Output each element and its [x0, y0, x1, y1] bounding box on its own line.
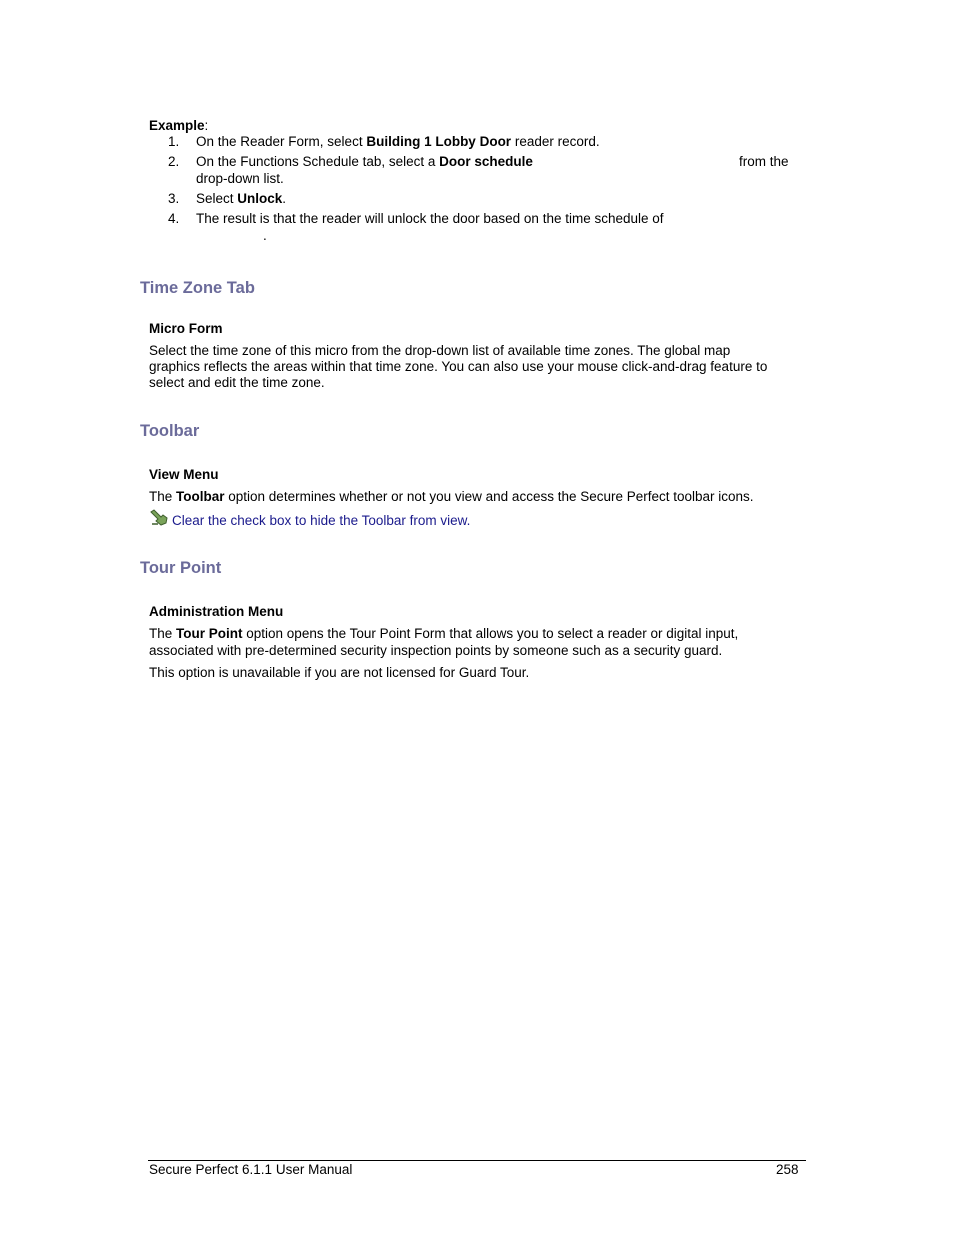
step-4-text: The result is that the reader will unlock the door based on the time schedule of	[196, 211, 664, 226]
step-3-pre: Select	[196, 191, 238, 206]
step-4-line2: .	[263, 228, 267, 243]
example-label	[149, 118, 208, 133]
step-2-text	[196, 154, 533, 169]
footer-title: Secure Perfect 6.1.1 User Manual	[149, 1162, 353, 1177]
tour-point-paragraph-line-2: associated with pre-determined security inspection points by someone such as a security guard.	[149, 643, 723, 658]
step-2-line2: drop-down list.	[196, 171, 284, 186]
step-3-number: 3.	[168, 191, 180, 206]
toolbar-heading: Toolbar	[140, 422, 200, 440]
toolbar-tip: Clear the check box to hide the Toolbar from view.	[172, 513, 471, 528]
view-menu-subheading: View Menu	[149, 467, 219, 482]
administration-menu-subheading: Administration Menu	[149, 604, 284, 619]
time-zone-paragraph-line-2: graphics reflects the areas within that time zone. You can also use your mouse click-and-drag feature to	[149, 359, 768, 374]
micro-form-subheading: Micro Form	[149, 321, 223, 336]
footer-divider	[148, 1160, 806, 1161]
tour-point-paragraph-line-1	[149, 626, 738, 641]
step-1-number: 1.	[168, 134, 180, 149]
step-2-tail: from the	[739, 154, 789, 169]
tour-point-para-bold: Tour Point	[176, 626, 243, 641]
pointing-hand-icon	[149, 509, 169, 527]
step-3-text	[196, 191, 286, 206]
step-1-bold: Building 1 Lobby Door	[366, 134, 512, 149]
step-1-post: reader record.	[511, 134, 600, 149]
time-zone-paragraph-line-1: Select the time zone of this micro from the drop-down list of available time zones. The global map	[149, 343, 731, 358]
step-2-pre: On the Functions Schedule tab, select a	[196, 154, 440, 169]
step-3-bold: Unlock	[237, 191, 283, 206]
toolbar-paragraph	[149, 489, 754, 504]
tour-point-heading: Tour Point	[140, 559, 222, 577]
tour-point-para-pre: The	[149, 626, 177, 641]
time-zone-paragraph-line-3: select and edit the time zone.	[149, 375, 325, 390]
toolbar-para-pre: The	[149, 489, 177, 504]
step-1-text	[196, 134, 600, 149]
time-zone-tab-heading: Time Zone Tab	[140, 279, 255, 297]
example-colon: :	[204, 118, 209, 133]
tour-point-para-post: option opens the Tour Point Form that allows you to select a reader or digital input,	[242, 626, 739, 641]
footer-page-number: 258	[776, 1162, 799, 1177]
toolbar-para-bold: Toolbar	[176, 489, 225, 504]
step-2-number: 2.	[168, 154, 180, 169]
step-1-pre: On the Reader Form, select	[196, 134, 367, 149]
step-3-post: .	[282, 191, 287, 206]
step-4-number: 4.	[168, 211, 180, 226]
tour-point-paragraph-2: This option is unavailable if you are not licensed for Guard Tour.	[149, 665, 530, 680]
example-bold: Example	[149, 118, 205, 133]
step-2-bold: Door schedule	[439, 154, 533, 169]
toolbar-para-post: option determines whether or not you view and access the Secure Perfect toolbar icons.	[224, 489, 754, 504]
